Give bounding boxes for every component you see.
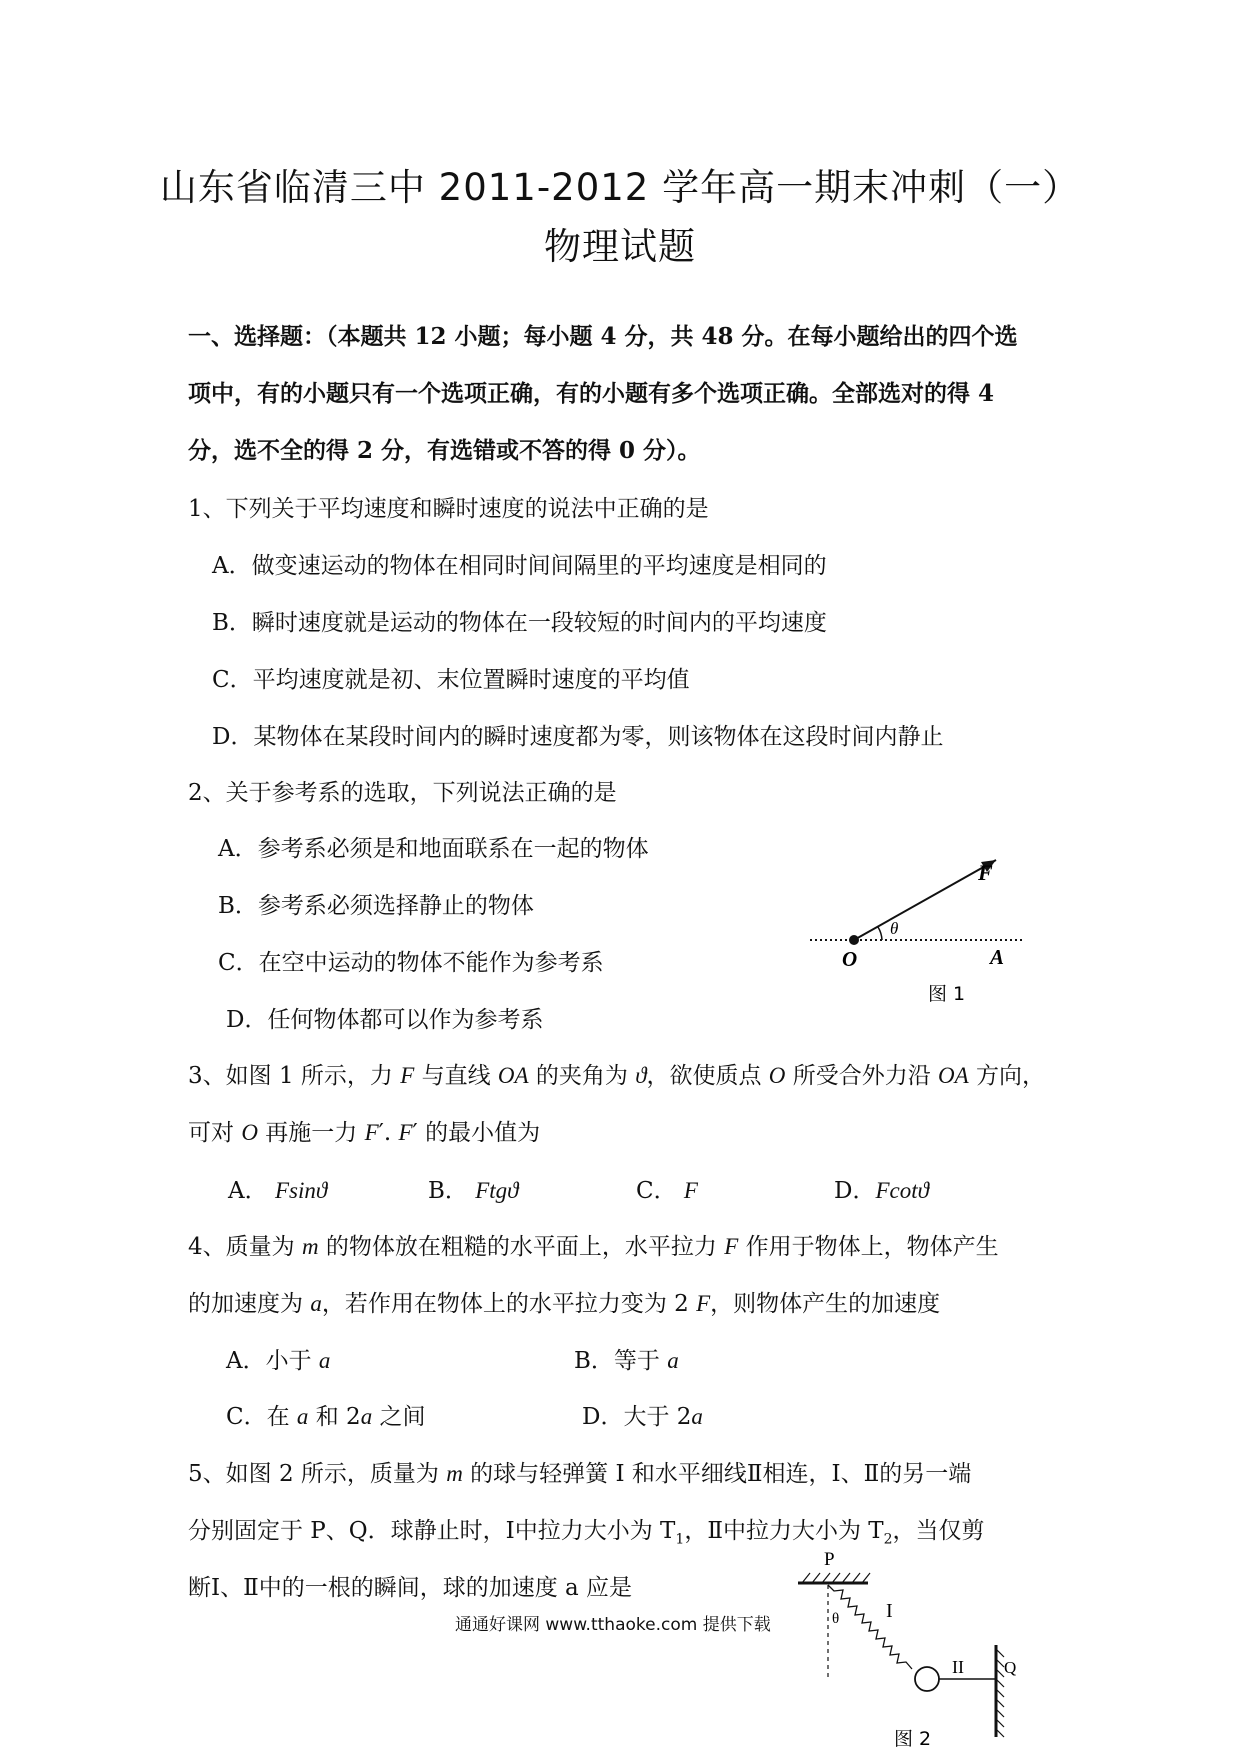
label-thread-ii: II — [952, 1657, 964, 1677]
page-subtitle: 物理试题 — [544, 225, 696, 268]
label-o: O — [842, 947, 858, 971]
question-3-stem-line-2: 可对 O 再施一力 F′. F′ 的最小值为 — [188, 1120, 541, 1146]
question-3-option-c: C． F — [636, 1178, 698, 1204]
label-theta: θ — [890, 919, 899, 938]
section-heading-line-3: 分，选不全的得 2 分，有选错或不答的得 0 分）。 — [188, 437, 701, 464]
question-2-option-d: D．任何物体都可以作为参考系 — [226, 1007, 544, 1033]
question-1-option-d: D．某物体在某段时间内的瞬时速度都为零，则该物体在这段时间内静止 — [212, 724, 944, 750]
label-f: F — [978, 860, 993, 885]
page-title: 山东省临清三中 2011-2012 学年高一期末冲刺（一） — [159, 166, 1081, 209]
question-2-option-c: C．在空中运动的物体不能作为参考系 — [218, 950, 604, 976]
question-4-option-c: C．在 a 和 2a 之间 — [226, 1404, 426, 1430]
section-heading-line-1: 一、选择题：（本题共 12 小题；每小题 4 分，共 48 分。在每小题给出的四个选 — [188, 323, 1018, 350]
label-q: Q — [1004, 1658, 1017, 1677]
figure-1 — [800, 840, 1040, 1010]
point-o — [849, 935, 859, 945]
question-4-stem-line-2: 的加速度为 a，若作用在物体上的水平拉力变为 2 F，则物体产生的加速度 — [188, 1291, 941, 1317]
figure-2-caption: 图 2 — [894, 1728, 932, 1750]
question-3-option-d: D．Fcotϑ — [834, 1178, 929, 1204]
question-4-option-d: D．大于 2a — [582, 1404, 703, 1430]
question-4-option-b: B．等于 a — [574, 1348, 679, 1374]
question-4-option-a: A．小于 a — [226, 1348, 331, 1374]
question-1-option-b: B．瞬时速度就是运动的物体在一段较短的时间内的平均速度 — [212, 610, 827, 636]
question-2-option-a: A．参考系必须是和地面联系在一起的物体 — [218, 836, 649, 862]
spring-i — [828, 1585, 912, 1669]
label-p: P — [824, 1549, 835, 1570]
question-1-option-a: A．做变速运动的物体在相同时间间隔里的平均速度是相同的 — [212, 553, 827, 579]
question-3-option-a: A． Fsinϑ — [228, 1178, 328, 1204]
footer-source: 通通好课网 www.tthaoke.com 提供下载 — [455, 1615, 771, 1635]
question-3-option-b: B． Ftgϑ — [428, 1178, 519, 1204]
question-4-stem-line-1: 4、质量为 m 的物体放在粗糙的水平面上，水平拉力 F 作用于物体上，物体产生 — [188, 1234, 999, 1260]
question-1-stem: 1、下列关于平均速度和瞬时速度的说法中正确的是 — [188, 496, 709, 522]
question-3-stem-line-1: 3、如图 1 所示，力 F 与直线 OA 的夹角为 ϑ，欲使质点 O 所受合外力沿 OA 方向， — [188, 1063, 1046, 1089]
label-theta: θ — [832, 1611, 840, 1627]
question-5-stem-line-3: 断Ⅰ、Ⅱ中的一根的瞬间，球的加速度 a 应是 — [188, 1575, 633, 1601]
figure-2 — [790, 1545, 1040, 1750]
angle-arc — [878, 927, 882, 940]
figure-1-caption: 图 1 — [928, 983, 966, 1005]
question-2-stem: 2、关于参考系的选取，下列说法正确的是 — [188, 780, 617, 806]
ball — [915, 1667, 939, 1691]
label-a: A — [990, 945, 1005, 969]
label-spring-i: I — [886, 1600, 893, 1622]
question-5-stem-line-2: 分别固定于 P、Q．球静止时，Ⅰ中拉力大小为 $T_1$，Ⅱ中拉力大小为 $T_2$，当仅剪 — [188, 1518, 985, 1548]
section-heading-line-2: 项中，有的小题只有一个选项正确，有的小题有多个选项正确。全部选对的得 4 — [188, 380, 995, 407]
force-vector — [854, 860, 996, 940]
question-5-stem-line-1: 5、如图 2 所示，质量为 m 的球与轻弹簧 Ⅰ 和水平细线Ⅱ相连，Ⅰ、Ⅱ的另一端 — [188, 1461, 972, 1487]
question-1-option-c: C．平均速度就是初、末位置瞬时速度的平均值 — [212, 667, 690, 693]
question-2-option-b: B．参考系必须选择静止的物体 — [218, 893, 534, 919]
